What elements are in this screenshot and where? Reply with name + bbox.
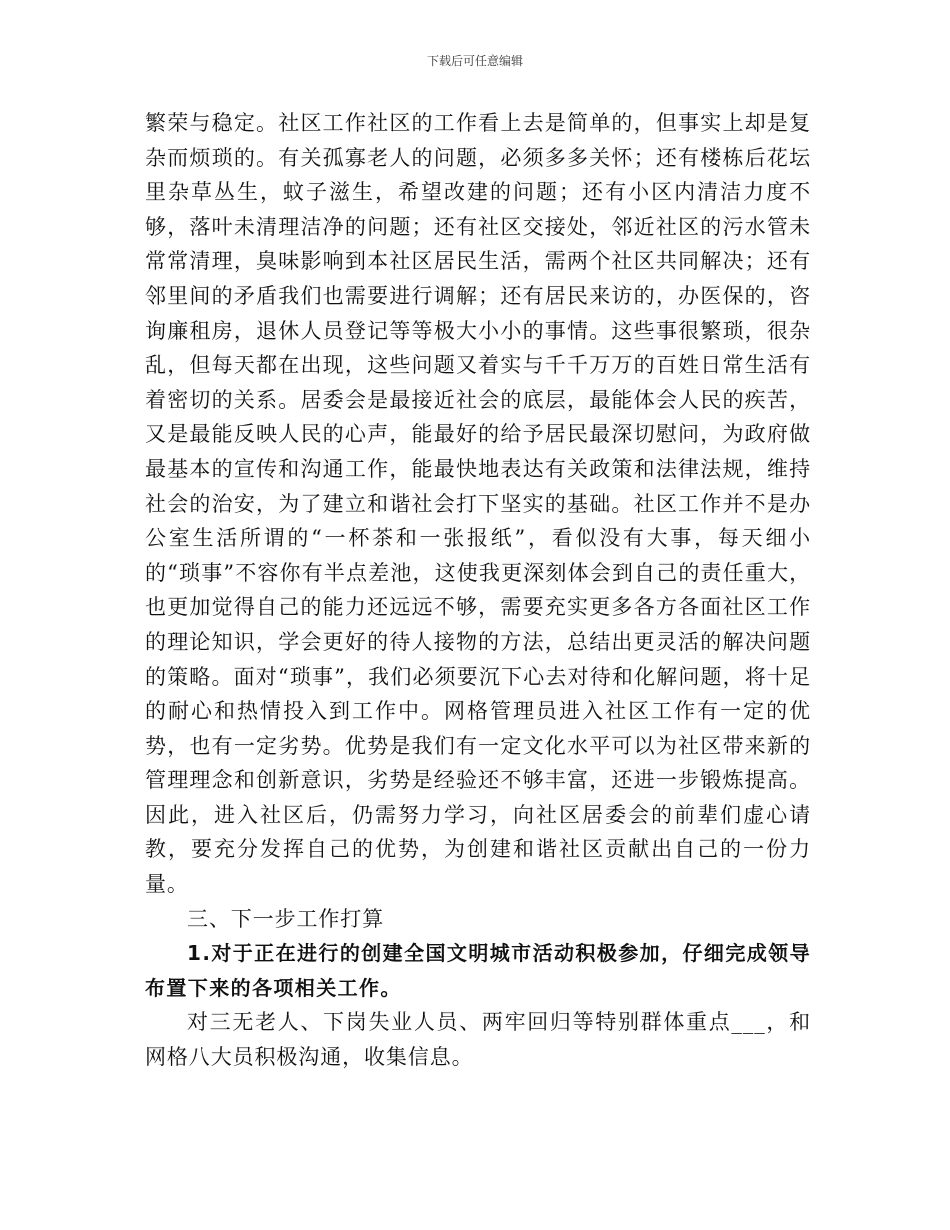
section-heading: 三、下一步工作打算	[187, 906, 385, 931]
fill-in-blank: ___	[731, 1010, 766, 1035]
work-item-1-detail	[145, 1005, 811, 1074]
header-note: 下载后可任意编辑	[426, 54, 523, 68]
body-text	[145, 106, 811, 1075]
work-item-1: 1.对于正在进行的创建全国文明城市活动积极参加，仔细完成领导布置下来的各项相关工作。	[145, 941, 811, 1000]
paragraph-continued: 繁荣与稳定。社区工作社区的工作看上去是简单的，但事实上却是复杂而烦琐的。有关孤寡老人的问题，必须多多关怀；还有楼栋后花坛里杂草丛生，蚊子滋生，希望改建的问题；还有小区内清洁力度不够，落叶未清理洁净的问题；还有社区交接处，邻近社区的污水管未常常清理，臭味影响到本社区居民生活，需两个社区共同解决；还有邻里间的矛盾我们也需要进行调解；还有居民来访的，办医保的，咨询廉租房，退休人员登记等等极大小小的事情。这些事很繁琐，很杂乱，但每天都在出现，这些问题又着实与千千万万的百姓日常生活有着密切的关系。居委会是最接近社会的底层，最能体会人民的疾苦，又是最能反映人民的心声，能最好的给予居民最深切慰问，为政府做最基本的宣传和沟通工作，能最快地表达有关政策和法律法规，维持社会的治安，为了建立和谐社会打下坚实的基础。社区工作并不是办公室生活所谓的“一杯茶和一张报纸”，看似没有大事，每天细小的“琐事”不容你有半点差池，这使我更深刻体会到自己的责任重大，也更加觉得自己的能力还远远不够，需要充实更多各方各面社区工作的理论知识，学会更好的待人接物的方法，总结出更灵活的解决问题的策略。面对“琐事”，我们必须要沉下心去对待和化解问题，将十足的耐心和热情投入到工作中。网格管理员进入社区工作有一定的优势，也有一定劣势。优势是我们有一定文化水平可以为社区带来新的管理理念和创新意识，劣势是经验还不够丰富，还进一步锻炼提高。因此，进入社区后，仍需努力学习，向社区居委会的前辈们虚心请教，要充分发挥自己的优势，为创建和谐社区贡献出自己的一份力量。	[145, 111, 811, 897]
detail-text-before: 对三无老人、下岗失业人员、两牢回归等特别群体重点	[187, 1010, 732, 1035]
detail-text-after: ，和网格八大员积极沟通，收集信息。	[145, 1010, 811, 1070]
